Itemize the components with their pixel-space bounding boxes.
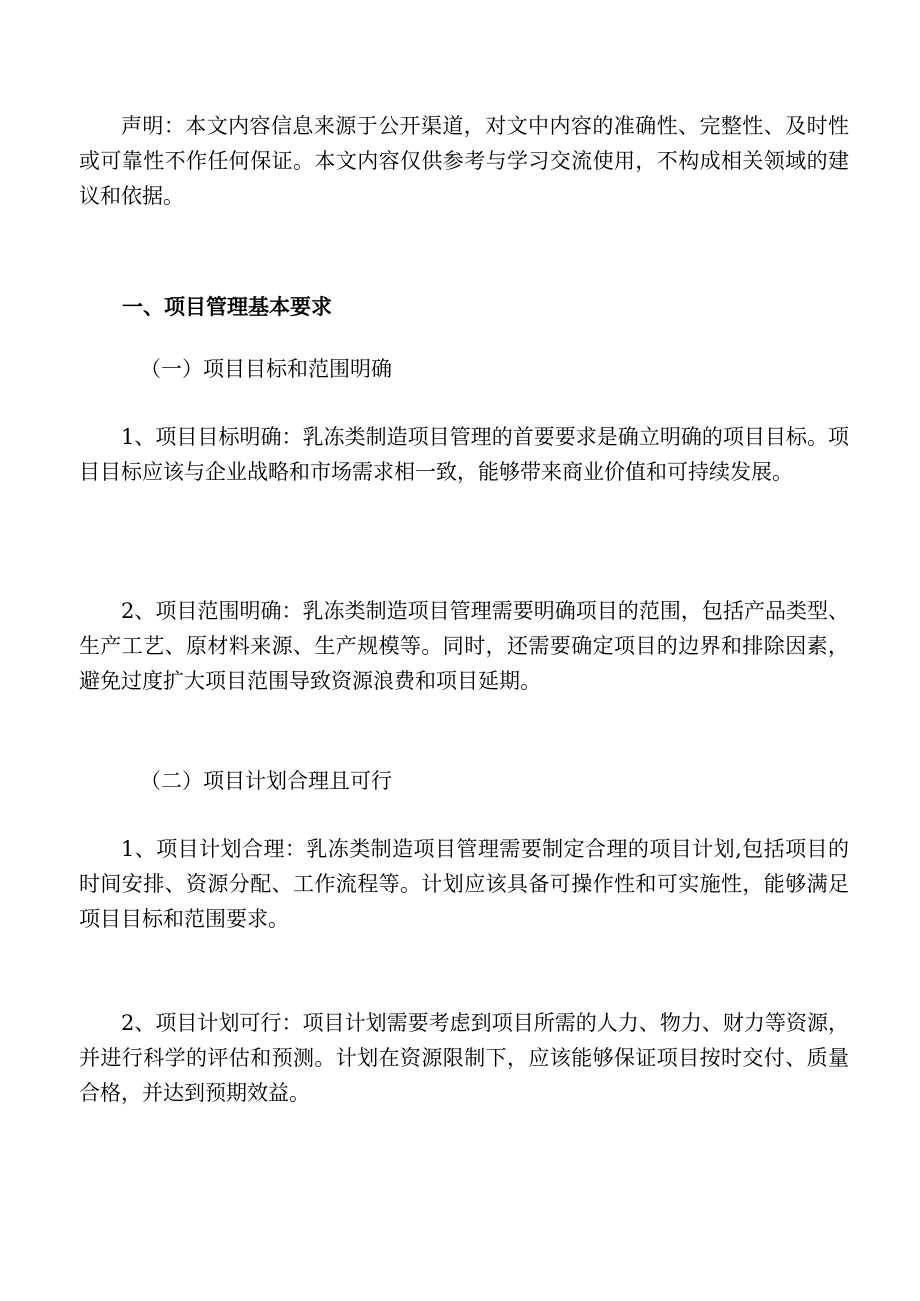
paragraph-item-1-1: 1、项目目标明确：乳冻类制造项目管理的首要要求是确立明确的项目目标。项目目标应该与企业战略和市场需求相一致，能够带来商业价值和可持续发展。: [79, 425, 849, 484]
subsection-heading-2: （二）项目计划合理且可行: [140, 769, 392, 793]
paragraph-item-1-2: 2、项目范围明确：乳冻类制造项目管理需要明确项目的范围，包括产品类型、生产工艺、原材料来源、生产规模等。同时，还需要确定项目的边界和排除因素，避免过度扩大项目范围导致资源浪费和项目延期。: [79, 599, 849, 693]
disclaimer-paragraph: 声明：本文内容信息来源于公开渠道，对文中内容的准确性、完整性、及时性或可靠性不作任何保证。本文内容仅供参考与学习交流使用，不构成相关领域的建议和依据。: [79, 114, 849, 208]
section-heading: 一、项目管理基本要求: [122, 294, 332, 319]
paragraph-item-2-2: 2、项目计划可行：项目计划需要考虑到项目所需的人力、物力、财力等资源，并进行科学的评估和预测。计划在资源限制下，应该能够保证项目按时交付、质量合格，并达到预期效益。: [79, 1011, 849, 1105]
subsection-heading-1: （一）项目目标和范围明确: [140, 357, 392, 381]
paragraph-item-2-1: 1、项目计划合理：乳冻类制造项目管理需要制定合理的项目计划,包括项目的时间安排、资源分配、工作流程等。计划应该具备可操作性和可实施性，能够满足项目目标和范围要求。: [79, 837, 849, 931]
